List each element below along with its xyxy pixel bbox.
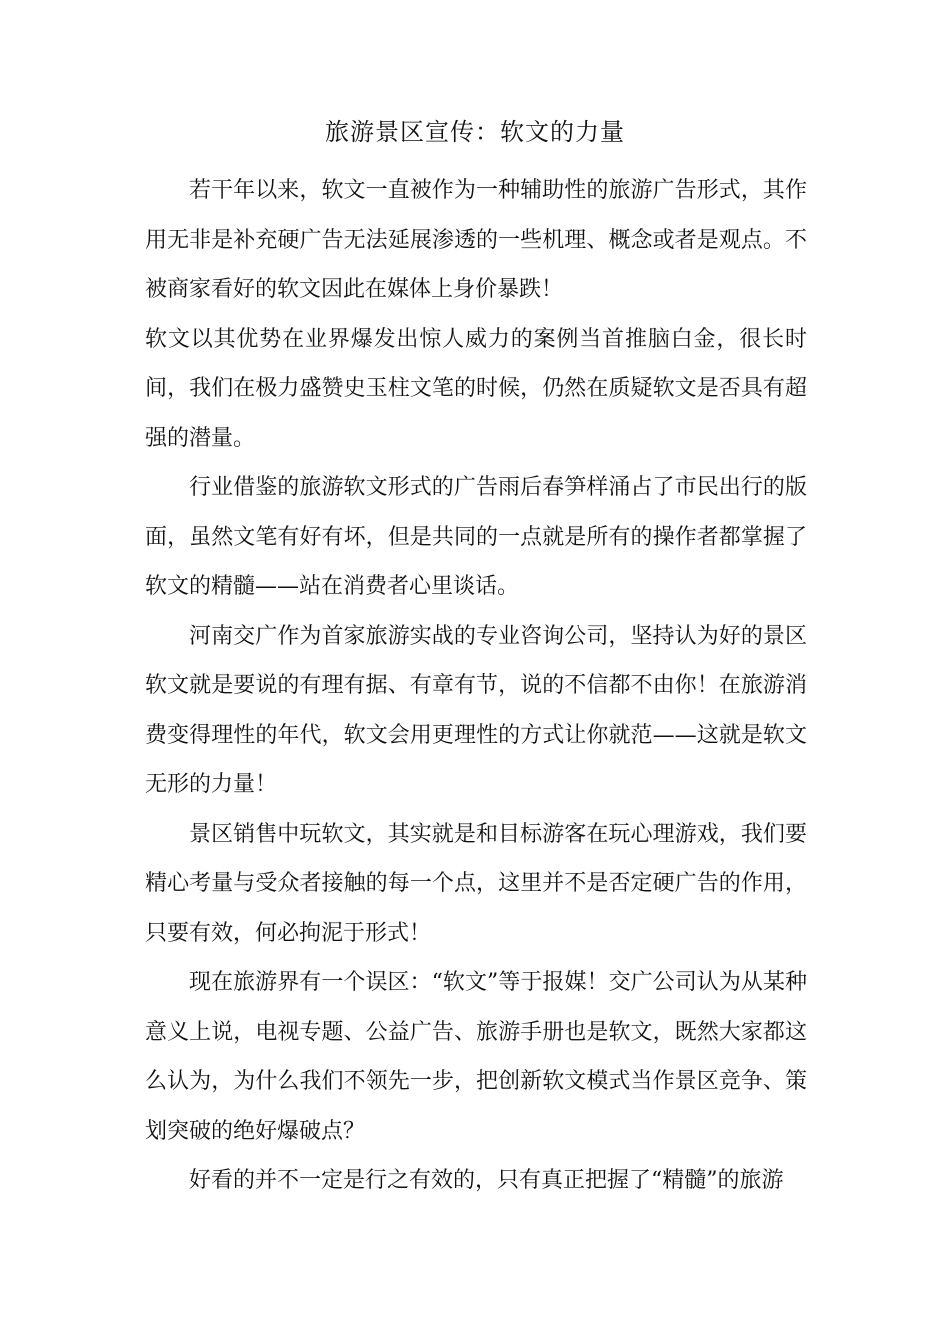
- paragraph-4: 河南交广作为首家旅游实战的专业咨询公司，坚持认为好的景区软文就是要说的有理有据、有章有节，说的不信都不由你！在旅游消费变得理性的年代，软文会用更理性的方式让你就范——这就是软文无形的力量！: [145, 623, 807, 797]
- paragraph-1: 若干年以来，软文一直被作为一种辅助性的旅游广告形式，其作用无非是补充硬广告无法延展渗透的一些机理、概念或者是观点。不被商家看好的软文因此在媒体上身价暴跌！: [145, 178, 807, 302]
- paragraph-7: 好看的并不一定是行之有效的，只有真正把握了“精髓”的旅游: [189, 1168, 784, 1193]
- paragraph-2: 软文以其优势在业界爆发出惊人威力的案例当首推脑白金，很长时间，我们在极力盛赞史玉柱文笔的时候，仍然在质疑软文是否具有超强的潜量。: [145, 326, 807, 451]
- paragraph-5: 景区销售中玩软文，其实就是和目标游客在玩心理游戏，我们要精心考量与受众者接触的每一个点，这里并不是否定硬广告的作用，只要有效，何必拘泥于形式！: [145, 821, 807, 946]
- document-body: [145, 166, 807, 1206]
- paragraph-3: 行业借鉴的旅游软文形式的广告雨后春笋样涌占了市民出行的版面，虽然文笔有好有坏，但是共同的一点就是所有的操作者都掌握了软文的精髓——站在消费者心里谈话。: [145, 475, 807, 599]
- paragraph-6: 现在旅游界有一个误区：“软文”等于报媒！交广公司认为从某种意义上说，电视专题、公益广告、旅游手册也是软文，既然大家都这么认为，为什么我们不领先一步，把创新软文模式当作景区竞争、策划突破的绝好爆破点？: [145, 970, 807, 1144]
- document-title: 旅游景区宣传：软文的力量: [325, 118, 625, 146]
